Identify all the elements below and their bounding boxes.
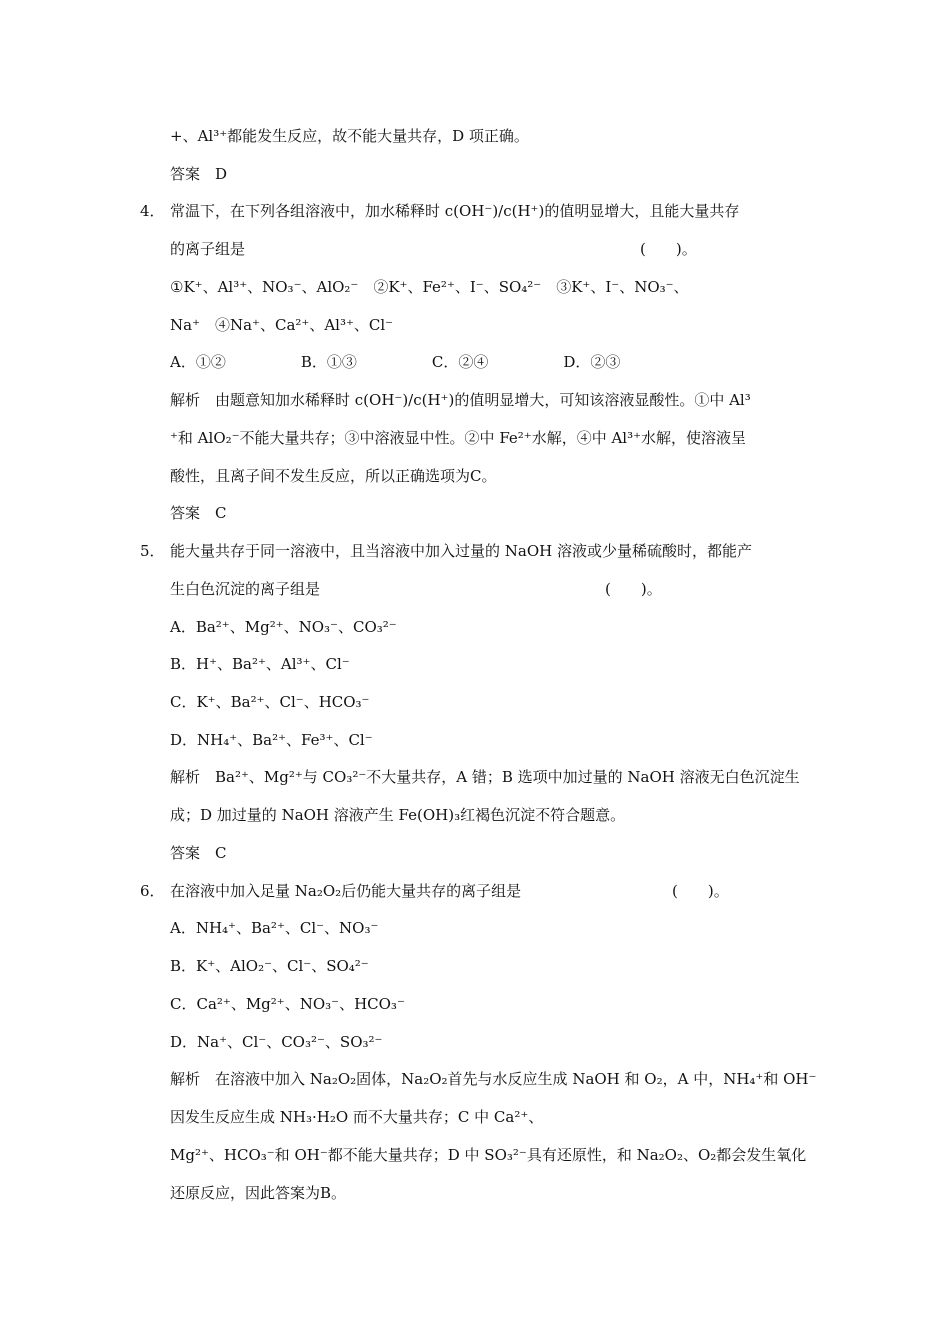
answer-blank: ( )。 [672, 882, 729, 900]
choice-d: D．Na⁺、Cl⁻、CO₃²⁻、SO₃²⁻ [170, 1033, 383, 1051]
question-text: 的离子组是 [170, 240, 246, 258]
choice-a: A．NH₄⁺、Ba²⁺、Cl⁻、NO₃⁻ [170, 919, 379, 937]
question-text: 在溶液中加入足量 Na₂O₂后仍能大量共存的离子组是 [170, 882, 522, 900]
choice-b: B．K⁺、AlO₂⁻、Cl⁻、SO₄²⁻ [170, 957, 369, 975]
analysis-line: 还原反应，因此答案为B。 [170, 1184, 347, 1202]
choices: A．①② B．①③ C．②④ D．②③ [170, 353, 621, 371]
choice-a: A．Ba²⁺、Mg²⁺、NO₃⁻、CO₃²⁻ [170, 618, 397, 636]
analysis-line: ⁺和 AlO₂⁻不能大量共存；③中溶液显中性。②中 Fe²⁺水解，④中 Al³⁺水解，使溶液呈 [170, 429, 747, 447]
question-number: 6． [140, 882, 165, 900]
answer-blank: ( )。 [605, 580, 662, 598]
question-text: 常温下，在下列各组溶液中，加水稀释时 c(OH⁻)/c(H⁺)的值明显增大，且能大量共存 [170, 202, 740, 220]
analysis-line: 成；D 加过量的 NaOH 溶液产生 Fe(OH)₃红褐色沉淀不符合题意。 [170, 806, 626, 824]
choice-d: D．NH₄⁺、Ba²⁺、Fe³⁺、Cl⁻ [170, 731, 373, 749]
analysis-line: 解析 Ba²⁺、Mg²⁺与 CO₃²⁻不大量共存，A 错；B 选项中加过量的 NaOH 溶液无白色沉淀生 [170, 768, 800, 786]
analysis-line: 因发生反应生成 NH₃·H₂O 而不大量共存；C 中 Ca²⁺、 [170, 1108, 544, 1126]
choice-c: C．Ca²⁺、Mg²⁺、NO₃⁻、HCO₃⁻ [170, 995, 405, 1013]
analysis-line: 解析 在溶液中加入 Na₂O₂固体，Na₂O₂首先与水反应生成 NaOH 和 O₂，A 中，NH₄⁺和 OH⁻ [170, 1070, 817, 1088]
question-text: 能大量共存于同一溶液中，且当溶液中加入过量的 NaOH 溶液或少量稀硫酸时，都能产 [170, 542, 752, 560]
analysis-line: Mg²⁺、HCO₃⁻和 OH⁻都不能大量共存；D 中 SO₃²⁻具有还原性，和 Na₂O₂、O₂都会发生氧化 [170, 1146, 807, 1164]
answer-blank: ( )。 [640, 240, 697, 258]
analysis-line: 酸性，且离子间不发生反应，所以正确选项为C。 [170, 467, 497, 485]
ion-groups: ①K⁺、Al³⁺、NO₃⁻、AlO₂⁻ ②K⁺、Fe²⁺、I⁻、SO₄²⁻ ③K⁺、I⁻、NO₃⁻、 [170, 278, 689, 296]
choice-c: C．K⁺、Ba²⁺、Cl⁻、HCO₃⁻ [170, 693, 370, 711]
answer-line: 答案 C [170, 504, 227, 522]
choice-b: B．H⁺、Ba²⁺、Al³⁺、Cl⁻ [170, 655, 350, 673]
question-number: 4． [140, 202, 165, 220]
ion-groups: Na⁺ ④Na⁺、Ca²⁺、Al³⁺、Cl⁻ [170, 316, 394, 334]
text-line: +、Al³⁺都能发生反应，故不能大量共存，D 项正确。 [170, 127, 529, 145]
question-number: 5． [140, 542, 165, 560]
answer-line: 答案 D [170, 165, 228, 183]
analysis-line: 解析 由题意知加水稀释时 c(OH⁻)/c(H⁺)的值明显增大，可知该溶液显酸性。①中 Al³ [170, 391, 751, 409]
question-text: 生白色沉淀的离子组是 [170, 580, 321, 598]
answer-line: 答案 C [170, 844, 227, 862]
